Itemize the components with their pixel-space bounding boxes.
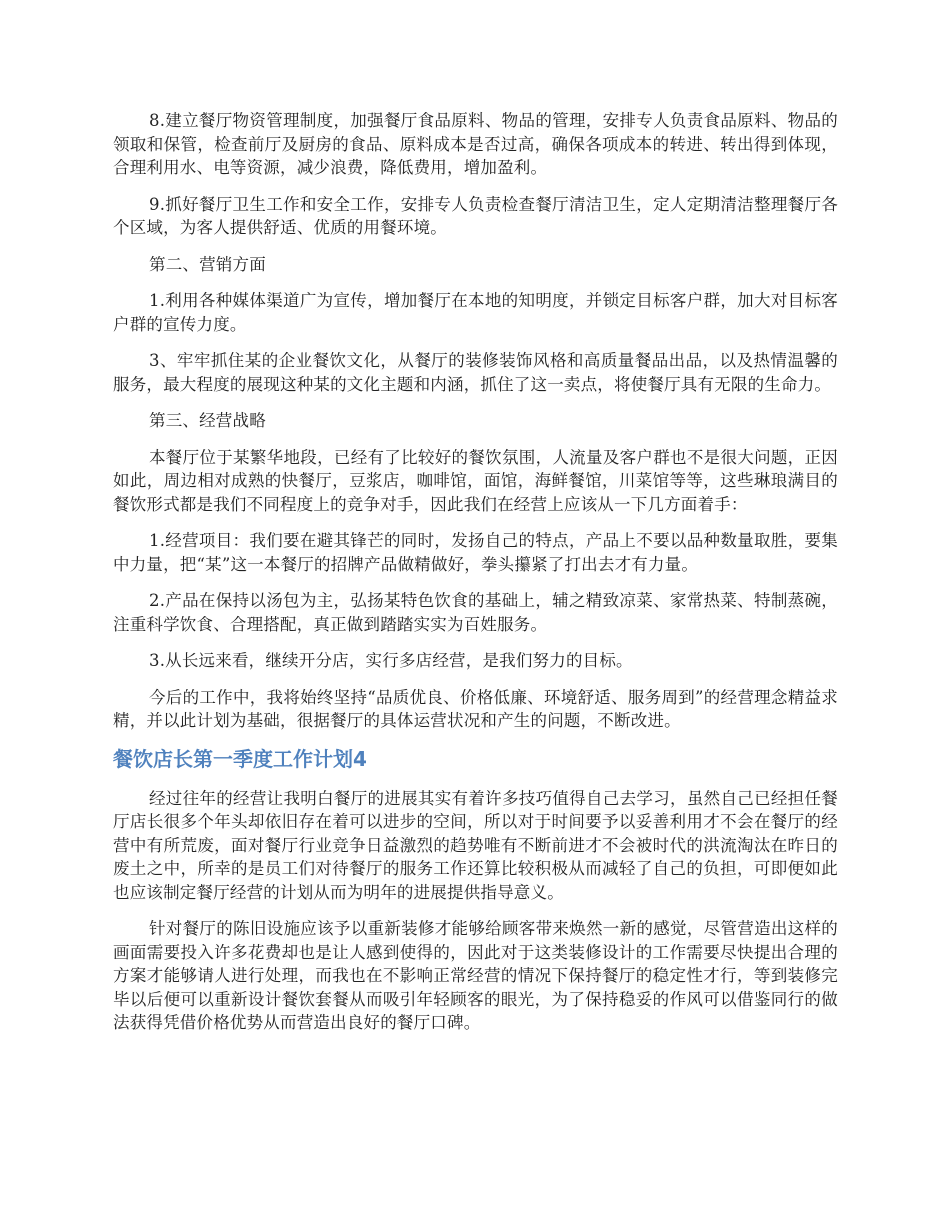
- paragraph-marketing-3: 3、牢牢抓住某的企业餐饮文化，从餐厅的装修装饰风格和高质量餐品出品，以及热情温馨的服务，最大程度的展现这种某的文化主题和内涵，抓住了这一卖点，将使餐厅具有无限的生命力。: [113, 351, 838, 394]
- paragraph-plan-intro: 经过往年的经营让我明白餐厅的进展其实有着许多技巧值得自己去学习，虽然自己已经担任餐厅店长很多个年头却依旧存在着可以进步的空间，所以对于时间要予以妥善利用才不会在餐厅的经营中有所荒废，面对餐厅行业竞争日益激烈的趋势唯有不断前进才不会被时代的洪流淘汰在昨日的废土之中，所幸的是员工们对待餐厅的服务工作还算比较积极从而减轻了自己的负担，可即便如此也应该制定餐厅经营的计划从而为明年的进展提供指导意义。: [113, 788, 838, 902]
- paragraph-conclusion: 今后的工作中，我将始终坚持“品质优良、价格低廉、环境舒适、服务周到”的经营理念精益求精，并以此计划为基础，很据餐厅的具体运营状况和产生的问题，不断改进。: [113, 687, 838, 730]
- paragraph-item-8: 8.建立餐厅物资管理制度，加强餐厅食品原料、物品的管理，安排专人负责食品原料、物品的领取和保管，检查前厅及厨房的食品、原料成本是否过高，确保各项成本的转进、转出得到体现，合理利用水、电等资源，减少浪费，降低费用，增加盈利。: [113, 111, 838, 177]
- paragraph-strategy-intro: 本餐厅位于某繁华地段，已经有了比较好的餐饮氛围，人流量及客户群也不是很大问题，正因如此，周边相对成熟的快餐厅，豆浆店，咖啡馆，面馆，海鲜餐馆，川菜馆等等，这些琳琅满目的餐饮形式都是我们不同程度上的竞争对手，因此我们在经营上应该从一下几方面着手：: [113, 447, 838, 514]
- paragraph-marketing-1: 1.利用各种媒体渠道广为宣传，增加餐厅在本地的知明度，并锁定目标客户群，加大对目标客户群的宣传力度。: [113, 291, 838, 334]
- paragraph-strategy-3: 3.从长远来看，继续开分店，实行多店经营，是我们努力的目标。: [149, 651, 633, 670]
- paragraph-item-9: 9.抓好餐厅卫生工作和安全工作，安排专人负责检查餐厅清洁卫生，定人定期清洁整理餐厅各个区域，为客人提供舒适、优质的用餐环境。: [113, 194, 838, 237]
- paragraph-plan-renovation: 针对餐厅的陈旧设施应该予以重新装修才能够给顾客带来焕然一新的感觉，尽管营造出这样的画面需要投入许多花费却也是让人感到使得的，因此对于这类装修设计的工作需要尽快提出合理的方案才能够请人进行处理，而我也在不影响正常经营的情况下保持餐厅的稳定性才行，等到装修完毕以后便可以重新设计餐饮套餐从而吸引年轻顾客的眼光，为了保持稳妥的作风可以借鉴同行的做法获得凭借价格优势从而营造出良好的餐厅口碑。: [113, 919, 838, 1032]
- subheading-marketing: 第二、营销方面: [149, 254, 266, 274]
- subheading-strategy: 第三、经营战略: [149, 411, 266, 430]
- paragraph-strategy-1: 1.经营项目：我们要在避其锋芒的同时，发扬自己的特点，产品上不要以品种数量取胜，要集中力量，把“某”这一本餐厅的招牌产品做精做好，拳头攥紧了打出去才有力量。: [113, 531, 838, 574]
- paragraph-strategy-2: 2.产品在保持以汤包为主，弘扬某特色饮食的基础上，辅之精致凉菜、家常热菜、特制蒸碗，注重科学饮食、合理搭配，真正做到踏踏实实为百姓服务。: [113, 591, 838, 634]
- document-page: [113, 109, 838, 1035]
- section-heading: 餐饮店长第一季度工作计划4: [113, 746, 367, 771]
